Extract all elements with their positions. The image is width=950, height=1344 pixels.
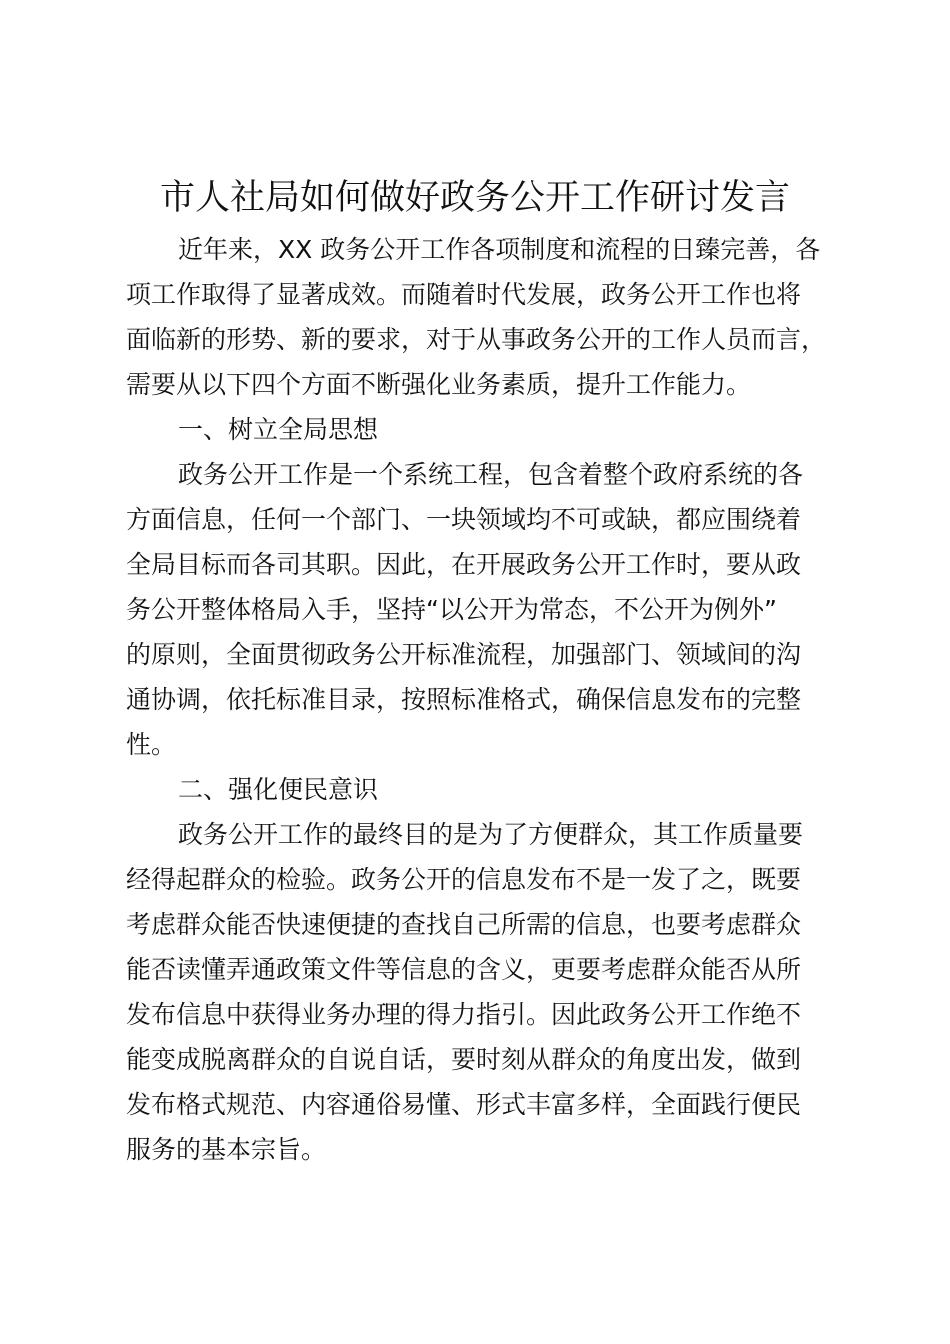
paragraph-2-line-6: 能变成脱离群众的自说自话，要时刻从群众的角度出发，做到 [126, 1045, 802, 1074]
section-heading-1: 一、树立全局思想 [178, 415, 379, 444]
document-title: 市人社局如何做好政务公开工作研讨发言 [159, 178, 790, 218]
paragraph-intro-line-4: 需要从以下四个方面不断强化业务素质，提升工作能力。 [126, 370, 752, 399]
paragraph-2-line-3: 考虑群众能否快速便捷的查找自己所需的信息，也要考虑群众 [126, 910, 802, 939]
paragraph-1-line-1: 政务公开工作是一个系统工程，包含着整个政府系统的各 [178, 460, 804, 489]
paragraph-1-line-2: 方面信息，任何一个部门、一块领域均不可或缺，都应围绕着 [126, 505, 802, 534]
document-body [126, 227, 826, 1172]
paragraph-1-line-3: 全局目标而各司其职。因此，在开展政务公开工作时，要从政 [126, 550, 802, 579]
paragraph-2-line-8: 服务的基本宗旨。 [126, 1135, 327, 1164]
paragraph-2-line-1: 政务公开工作的最终目的是为了方便群众，其工作质量要 [178, 820, 804, 849]
paragraph-1-line-4: 务公开整体格局入手，坚持“以公开为常态，不公开为例外” [126, 595, 777, 624]
paragraph-1-line-7: 性。 [126, 730, 177, 759]
paragraph-intro-line-2: 项工作取得了显著成效。而随着时代发展，政务公开工作也将 [126, 280, 802, 309]
paragraph-2-line-2: 经得起群众的检验。政务公开的信息发布不是一发了之，既要 [126, 865, 802, 894]
paragraph-2-line-7: 发布格式规范、内容通俗易懂、形式丰富多样，全面践行便民 [126, 1090, 802, 1119]
paragraph-2-line-4: 能否读懂弄通政策文件等信息的含义，更要考虑群众能否从所 [126, 955, 802, 984]
paragraph-intro-line-1: 近年来，XX 政务公开工作各项制度和流程的日臻完善，各 [178, 235, 821, 264]
paragraph-2-line-5: 发布信息中获得业务办理的得力指引。因此政务公开工作绝不 [126, 1000, 802, 1029]
paragraph-1-line-6: 通协调，依托标准目录，按照标准格式，确保信息发布的完整 [126, 685, 802, 714]
paragraph-1-line-5: 的原则，全面贯彻政务公开标准流程，加强部门、领域间的沟 [126, 640, 802, 669]
paragraph-intro-line-3: 面临新的形势、新的要求，对于从事政务公开的工作人员而言， [126, 325, 827, 354]
section-heading-2: 二、强化便民意识 [178, 775, 379, 804]
